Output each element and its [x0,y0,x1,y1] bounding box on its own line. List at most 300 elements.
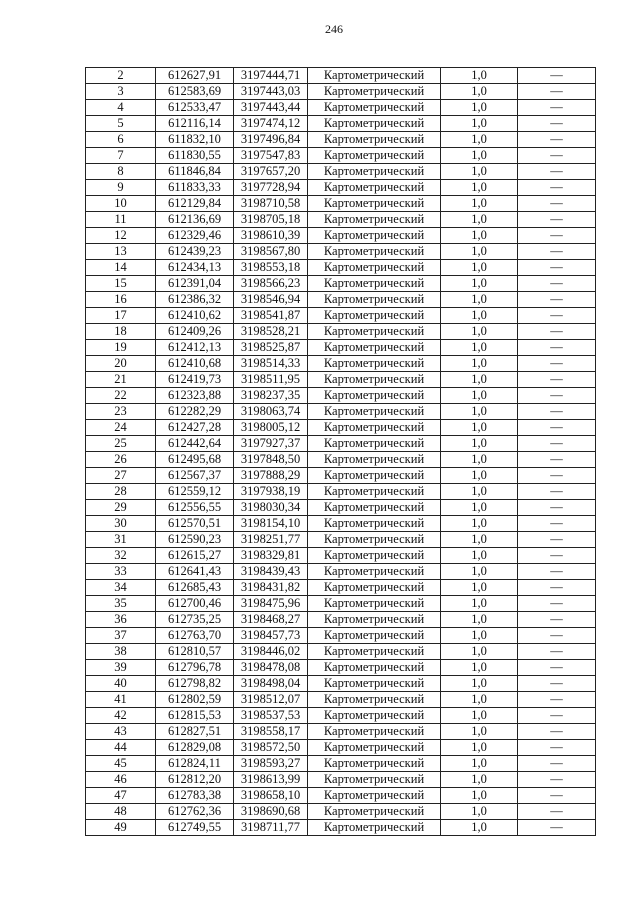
table-row [86,660,596,676]
method-cell: Картометрический [308,772,441,788]
precision-cell: 1,0 [441,708,518,724]
method-cell: Картометрический [308,372,441,388]
table-row [86,420,596,436]
point-number-cell: 15 [86,276,156,292]
y-coordinate-cell: 3198030,34 [234,500,308,516]
note-cell: — [518,100,596,116]
table-row [86,212,596,228]
point-number-cell: 35 [86,596,156,612]
y-coordinate-cell: 3197888,29 [234,468,308,484]
note-cell: — [518,724,596,740]
note-cell: — [518,196,596,212]
point-number-cell: 16 [86,292,156,308]
table-row [86,724,596,740]
method-cell: Картометрический [308,548,441,564]
x-coordinate-cell: 612798,82 [156,676,234,692]
precision-cell: 1,0 [441,548,518,564]
table-row [86,292,596,308]
x-coordinate-cell: 612802,59 [156,692,234,708]
y-coordinate-cell: 3198546,94 [234,292,308,308]
method-cell: Картометрический [308,116,441,132]
precision-cell: 1,0 [441,756,518,772]
method-cell: Картометрический [308,564,441,580]
note-cell: — [518,180,596,196]
table-row [86,356,596,372]
y-coordinate-cell: 3198658,10 [234,788,308,804]
method-cell: Картометрический [308,244,441,260]
point-number-cell: 9 [86,180,156,196]
method-cell: Картометрический [308,500,441,516]
page-number: 246 [325,22,343,36]
table-row [86,84,596,100]
x-coordinate-cell: 611846,84 [156,164,234,180]
table-row [86,180,596,196]
note-cell: — [518,372,596,388]
table-row [86,260,596,276]
table-row [86,436,596,452]
y-coordinate-cell: 3198446,02 [234,644,308,660]
precision-cell: 1,0 [441,228,518,244]
note-cell: — [518,788,596,804]
x-coordinate-cell: 612749,55 [156,820,234,836]
precision-cell: 1,0 [441,388,518,404]
method-cell: Картометрический [308,196,441,212]
note-cell: — [518,708,596,724]
method-cell: Картометрический [308,628,441,644]
point-number-cell: 5 [86,116,156,132]
note-cell: — [518,260,596,276]
note-cell: — [518,356,596,372]
x-coordinate-cell: 612410,68 [156,356,234,372]
note-cell: — [518,148,596,164]
method-cell: Картометрический [308,820,441,836]
method-cell: Картометрический [308,356,441,372]
y-coordinate-cell: 3197444,71 [234,68,308,84]
precision-cell: 1,0 [441,468,518,484]
point-number-cell: 42 [86,708,156,724]
x-coordinate-cell: 612796,78 [156,660,234,676]
note-cell: — [518,628,596,644]
x-coordinate-cell: 612323,88 [156,388,234,404]
point-number-cell: 12 [86,228,156,244]
table-row [86,68,596,84]
x-coordinate-cell: 612827,51 [156,724,234,740]
precision-cell: 1,0 [441,84,518,100]
method-cell: Картометрический [308,260,441,276]
table-row [86,708,596,724]
precision-cell: 1,0 [441,148,518,164]
note-cell: — [518,340,596,356]
point-number-cell: 8 [86,164,156,180]
table-row [86,564,596,580]
y-coordinate-cell: 3197443,44 [234,100,308,116]
y-coordinate-cell: 3197728,94 [234,180,308,196]
point-number-cell: 14 [86,260,156,276]
table-row [86,596,596,612]
precision-cell: 1,0 [441,164,518,180]
y-coordinate-cell: 3197657,20 [234,164,308,180]
y-coordinate-cell: 3198329,81 [234,548,308,564]
point-number-cell: 31 [86,532,156,548]
method-cell: Картометрический [308,164,441,180]
note-cell: — [518,228,596,244]
point-number-cell: 7 [86,148,156,164]
precision-cell: 1,0 [441,404,518,420]
note-cell: — [518,692,596,708]
x-coordinate-cell: 612116,14 [156,116,234,132]
x-coordinate-cell: 612409,26 [156,324,234,340]
x-coordinate-cell: 612615,27 [156,548,234,564]
y-coordinate-cell: 3198237,35 [234,388,308,404]
x-coordinate-cell: 612735,25 [156,612,234,628]
x-coordinate-cell: 612583,69 [156,84,234,100]
y-coordinate-cell: 3198558,17 [234,724,308,740]
x-coordinate-cell: 612829,08 [156,740,234,756]
point-number-cell: 41 [86,692,156,708]
precision-cell: 1,0 [441,324,518,340]
y-coordinate-cell: 3197938,19 [234,484,308,500]
method-cell: Картометрический [308,212,441,228]
x-coordinate-cell: 612386,32 [156,292,234,308]
note-cell: — [518,436,596,452]
x-coordinate-cell: 611832,10 [156,132,234,148]
y-coordinate-cell: 3198005,12 [234,420,308,436]
precision-cell: 1,0 [441,452,518,468]
point-number-cell: 40 [86,676,156,692]
point-number-cell: 13 [86,244,156,260]
method-cell: Картометрический [308,468,441,484]
x-coordinate-cell: 612439,23 [156,244,234,260]
precision-cell: 1,0 [441,212,518,228]
table-row [86,532,596,548]
x-coordinate-cell: 612641,43 [156,564,234,580]
x-coordinate-cell: 611833,33 [156,180,234,196]
point-number-cell: 26 [86,452,156,468]
method-cell: Картометрический [308,420,441,436]
point-number-cell: 2 [86,68,156,84]
note-cell: — [518,484,596,500]
point-number-cell: 46 [86,772,156,788]
note-cell: — [518,756,596,772]
point-number-cell: 37 [86,628,156,644]
note-cell: — [518,500,596,516]
note-cell: — [518,164,596,180]
method-cell: Картометрический [308,516,441,532]
method-cell: Картометрический [308,340,441,356]
y-coordinate-cell: 3198710,58 [234,196,308,212]
x-coordinate-cell: 612763,70 [156,628,234,644]
method-cell: Картометрический [308,612,441,628]
point-number-cell: 36 [86,612,156,628]
method-cell: Картометрический [308,228,441,244]
note-cell: — [518,740,596,756]
x-coordinate-cell: 612282,29 [156,404,234,420]
y-coordinate-cell: 3198528,21 [234,324,308,340]
precision-cell: 1,0 [441,308,518,324]
method-cell: Картометрический [308,804,441,820]
method-cell: Картометрический [308,756,441,772]
x-coordinate-cell: 612590,23 [156,532,234,548]
table-row [86,116,596,132]
point-number-cell: 17 [86,308,156,324]
x-coordinate-cell: 612442,64 [156,436,234,452]
y-coordinate-cell: 3198154,10 [234,516,308,532]
table-row [86,164,596,180]
precision-cell: 1,0 [441,436,518,452]
point-number-cell: 45 [86,756,156,772]
point-number-cell: 43 [86,724,156,740]
x-coordinate-cell: 612700,46 [156,596,234,612]
table-row [86,628,596,644]
note-cell: — [518,468,596,484]
precision-cell: 1,0 [441,132,518,148]
precision-cell: 1,0 [441,644,518,660]
point-number-cell: 34 [86,580,156,596]
precision-cell: 1,0 [441,244,518,260]
y-coordinate-cell: 3198478,08 [234,660,308,676]
note-cell: — [518,676,596,692]
y-coordinate-cell: 3197443,03 [234,84,308,100]
table-row [86,148,596,164]
note-cell: — [518,820,596,836]
precision-cell: 1,0 [441,724,518,740]
x-coordinate-cell: 612824,11 [156,756,234,772]
y-coordinate-cell: 3198572,50 [234,740,308,756]
note-cell: — [518,132,596,148]
y-coordinate-cell: 3198613,99 [234,772,308,788]
point-number-cell: 3 [86,84,156,100]
y-coordinate-cell: 3198525,87 [234,340,308,356]
table-row [86,276,596,292]
y-coordinate-cell: 3198690,68 [234,804,308,820]
table-row [86,372,596,388]
x-coordinate-cell: 612412,13 [156,340,234,356]
point-number-cell: 24 [86,420,156,436]
y-coordinate-cell: 3198541,87 [234,308,308,324]
y-coordinate-cell: 3198439,43 [234,564,308,580]
precision-cell: 1,0 [441,276,518,292]
method-cell: Картометрический [308,644,441,660]
point-number-cell: 10 [86,196,156,212]
precision-cell: 1,0 [441,516,518,532]
y-coordinate-cell: 3197927,37 [234,436,308,452]
y-coordinate-cell: 3198705,18 [234,212,308,228]
table-row [86,548,596,564]
x-coordinate-cell: 612533,47 [156,100,234,116]
note-cell: — [518,596,596,612]
precision-cell: 1,0 [441,804,518,820]
point-number-cell: 47 [86,788,156,804]
coordinates-table-body [86,68,596,836]
method-cell: Картометрический [308,148,441,164]
precision-cell: 1,0 [441,116,518,132]
x-coordinate-cell: 612427,28 [156,420,234,436]
precision-cell: 1,0 [441,532,518,548]
y-coordinate-cell: 3198567,80 [234,244,308,260]
y-coordinate-cell: 3198063,74 [234,404,308,420]
note-cell: — [518,532,596,548]
y-coordinate-cell: 3198468,27 [234,612,308,628]
table-row [86,452,596,468]
table-row [86,740,596,756]
note-cell: — [518,276,596,292]
table-row [86,228,596,244]
method-cell: Картометрический [308,660,441,676]
point-number-cell: 32 [86,548,156,564]
precision-cell: 1,0 [441,500,518,516]
note-cell: — [518,804,596,820]
x-coordinate-cell: 612410,62 [156,308,234,324]
precision-cell: 1,0 [441,420,518,436]
point-number-cell: 25 [86,436,156,452]
precision-cell: 1,0 [441,660,518,676]
x-coordinate-cell: 612556,55 [156,500,234,516]
y-coordinate-cell: 3198553,18 [234,260,308,276]
table-row [86,500,596,516]
y-coordinate-cell: 3198498,04 [234,676,308,692]
precision-cell: 1,0 [441,788,518,804]
note-cell: — [518,644,596,660]
y-coordinate-cell: 3198251,77 [234,532,308,548]
method-cell: Картометрический [308,132,441,148]
method-cell: Картометрический [308,436,441,452]
method-cell: Картометрический [308,724,441,740]
x-coordinate-cell: 612685,43 [156,580,234,596]
point-number-cell: 18 [86,324,156,340]
table-row [86,788,596,804]
precision-cell: 1,0 [441,356,518,372]
method-cell: Картометрический [308,452,441,468]
table-row [86,308,596,324]
x-coordinate-cell: 612329,46 [156,228,234,244]
x-coordinate-cell: 612810,57 [156,644,234,660]
method-cell: Картометрический [308,292,441,308]
x-coordinate-cell: 612419,73 [156,372,234,388]
y-coordinate-cell: 3198711,77 [234,820,308,836]
point-number-cell: 19 [86,340,156,356]
coordinates-table [85,67,596,836]
method-cell: Картометрический [308,788,441,804]
x-coordinate-cell: 612391,04 [156,276,234,292]
point-number-cell: 33 [86,564,156,580]
precision-cell: 1,0 [441,820,518,836]
y-coordinate-cell: 3198610,39 [234,228,308,244]
method-cell: Картометрический [308,308,441,324]
table-row [86,612,596,628]
note-cell: — [518,388,596,404]
point-number-cell: 20 [86,356,156,372]
note-cell: — [518,548,596,564]
point-number-cell: 48 [86,804,156,820]
method-cell: Картометрический [308,676,441,692]
x-coordinate-cell: 612567,37 [156,468,234,484]
point-number-cell: 23 [86,404,156,420]
y-coordinate-cell: 3198537,53 [234,708,308,724]
table-row [86,804,596,820]
method-cell: Картометрический [308,708,441,724]
table-row [86,820,596,836]
point-number-cell: 28 [86,484,156,500]
note-cell: — [518,212,596,228]
note-cell: — [518,68,596,84]
method-cell: Картометрический [308,532,441,548]
note-cell: — [518,516,596,532]
point-number-cell: 44 [86,740,156,756]
y-coordinate-cell: 3198593,27 [234,756,308,772]
precision-cell: 1,0 [441,340,518,356]
table-row [86,244,596,260]
table-row [86,676,596,692]
method-cell: Картометрический [308,484,441,500]
x-coordinate-cell: 611830,55 [156,148,234,164]
precision-cell: 1,0 [441,180,518,196]
precision-cell: 1,0 [441,292,518,308]
table-row [86,772,596,788]
point-number-cell: 49 [86,820,156,836]
table-row [86,324,596,340]
y-coordinate-cell: 3198512,07 [234,692,308,708]
method-cell: Картометрический [308,692,441,708]
table-row [86,100,596,116]
note-cell: — [518,420,596,436]
point-number-cell: 30 [86,516,156,532]
precision-cell: 1,0 [441,196,518,212]
precision-cell: 1,0 [441,484,518,500]
note-cell: — [518,116,596,132]
table-row [86,580,596,596]
note-cell: — [518,660,596,676]
point-number-cell: 38 [86,644,156,660]
x-coordinate-cell: 612495,68 [156,452,234,468]
table-row [86,196,596,212]
y-coordinate-cell: 3198514,33 [234,356,308,372]
precision-cell: 1,0 [441,564,518,580]
precision-cell: 1,0 [441,260,518,276]
y-coordinate-cell: 3198457,73 [234,628,308,644]
table-row [86,404,596,420]
x-coordinate-cell: 612570,51 [156,516,234,532]
point-number-cell: 39 [86,660,156,676]
precision-cell: 1,0 [441,612,518,628]
method-cell: Картометрический [308,84,441,100]
method-cell: Картометрический [308,740,441,756]
note-cell: — [518,324,596,340]
method-cell: Картометрический [308,404,441,420]
y-coordinate-cell: 3197474,12 [234,116,308,132]
y-coordinate-cell: 3197547,83 [234,148,308,164]
note-cell: — [518,612,596,628]
table-row [86,132,596,148]
precision-cell: 1,0 [441,580,518,596]
precision-cell: 1,0 [441,692,518,708]
note-cell: — [518,244,596,260]
x-coordinate-cell: 612559,12 [156,484,234,500]
point-number-cell: 4 [86,100,156,116]
x-coordinate-cell: 612627,91 [156,68,234,84]
x-coordinate-cell: 612434,13 [156,260,234,276]
precision-cell: 1,0 [441,68,518,84]
y-coordinate-cell: 3197848,50 [234,452,308,468]
y-coordinate-cell: 3198511,95 [234,372,308,388]
method-cell: Картометрический [308,596,441,612]
point-number-cell: 22 [86,388,156,404]
x-coordinate-cell: 612815,53 [156,708,234,724]
x-coordinate-cell: 612812,20 [156,772,234,788]
precision-cell: 1,0 [441,676,518,692]
method-cell: Картометрический [308,388,441,404]
note-cell: — [518,564,596,580]
point-number-cell: 21 [86,372,156,388]
